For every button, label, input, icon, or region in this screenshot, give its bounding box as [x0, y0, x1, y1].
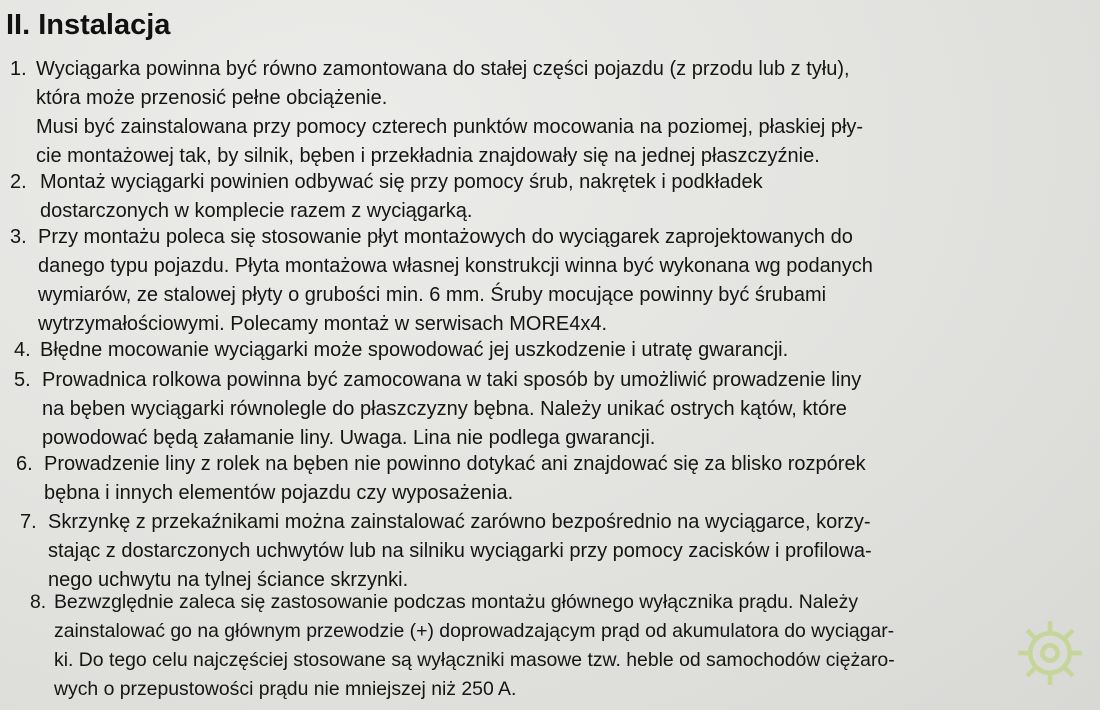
instruction-line: Bezwzględnie zaleca się zastosowanie podczas montażu głównego wyłącznika prądu. Należy	[54, 591, 859, 613]
instruction-number: 5.	[14, 369, 31, 391]
instruction-number: 1.	[10, 58, 27, 80]
instruction-line: na bęben wyciągarki równolegle do płaszczyzny bębna. Należy unikać ostrych kątów, które	[42, 398, 847, 420]
instruction-line: Skrzynkę z przekaźnikami można zainstalować zarówno bezpośrednio na wyciągarce, korzy-	[48, 511, 871, 533]
instruction-line: stając z dostarczonych uchwytów lub na silniku wyciągarki przy pomocy zacisków i profilowa-	[48, 540, 872, 562]
instruction-number: 2.	[10, 171, 27, 193]
instruction-line: Prowadnica rolkowa powinna być zamocowana w taki sposób by umożliwić prowadzenie liny	[42, 369, 862, 391]
instruction-line: ki. Do tego celu najczęściej stosowane są wyłączniki masowe tzw. heble od samochodów ciężaro-	[54, 649, 895, 671]
instruction-line: która może przenosić pełne obciążenie.	[36, 87, 388, 109]
instruction-line: nego uchwytu na tylnej ściance skrzynki.	[48, 569, 409, 591]
instruction-line: Montaż wyciągarki powinien odbywać się przy pomocy śrub, nakrętek i podkładek	[40, 171, 763, 193]
gear-watermark-shape	[1018, 621, 1082, 685]
instruction-item-5	[14, 366, 1094, 453]
instruction-item-7	[20, 508, 1100, 595]
gear-icon	[1012, 615, 1088, 691]
instruction-item-3	[10, 223, 1090, 339]
instruction-line: wytrzymałościowymi. Polecamy montaż w serwisach MORE4x4.	[38, 313, 608, 335]
instruction-item-1	[10, 55, 1090, 171]
instruction-line: wych o przepustowości prądu nie mniejszej niż 250 A.	[54, 678, 517, 700]
instruction-number: 6.	[16, 453, 33, 475]
instruction-item-2	[10, 168, 1090, 226]
instruction-line: Prowadzenie liny z rolek na bęben nie powinno dotykać ani znajdować się za blisko rozpórek	[44, 453, 866, 475]
instruction-number: 8.	[30, 591, 47, 613]
instruction-line: Musi być zainstalowana przy pomocy czterech punktów mocowania na poziomej, płaskiej pły-	[36, 116, 864, 138]
instruction-line: Błędne mocowanie wyciągarki może spowodować jej uszkodzenie i utratę gwarancji.	[40, 339, 789, 361]
instruction-item-6	[16, 450, 1096, 508]
instruction-item-4	[14, 336, 1094, 365]
instruction-item-8	[30, 588, 1090, 704]
section-title: II. Instalacja	[6, 9, 171, 41]
instruction-number: 3.	[10, 226, 27, 248]
instruction-line: wymiarów, ze stalowej płyty o grubości min. 6 mm. Śruby mocujące powinny być śrubami	[38, 284, 827, 306]
instruction-line: danego typu pojazdu. Płyta montażowa własnej konstrukcji winna być wykonana wg podanych	[38, 255, 873, 277]
instruction-line: cie montażowej tak, by silnik, bęben i przekładnia znajdowały się na jednej płaszczyźnie.	[36, 145, 820, 167]
instruction-number: 4.	[14, 339, 31, 361]
instruction-line: bębna i innych elementów pojazdu czy wyposażenia.	[44, 482, 514, 504]
instruction-line: powodować będą załamanie liny. Uwaga. Lina nie podlega gwarancji.	[42, 427, 656, 449]
instruction-line: dostarczonych w komplecie razem z wyciągarką.	[40, 200, 473, 222]
instruction-line: Przy montażu poleca się stosowanie płyt montażowych do wyciągarek zaprojektowanych do	[38, 226, 853, 248]
instruction-line: Wyciągarka powinna być równo zamontowana do stałej części pojazdu (z przodu lub z tyłu),	[36, 58, 850, 80]
instruction-number: 7.	[20, 511, 37, 533]
instruction-line: zainstalować go na głównym przewodzie (+) doprowadzającym prąd od akumulatora do wyciągar-	[54, 620, 895, 642]
